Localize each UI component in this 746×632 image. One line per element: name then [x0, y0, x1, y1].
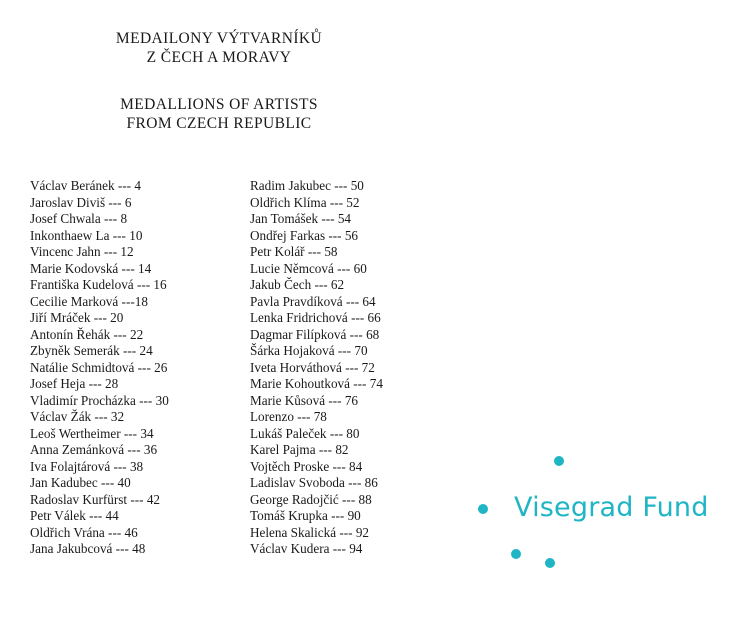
index-entry: Šárka Hojaková --- 70: [250, 343, 368, 359]
index-entry: Ladislav Svoboda --- 86: [250, 475, 378, 491]
index-entry: Marie Kohoutková --- 74: [250, 376, 383, 392]
index-entry: Lenka Fridrichová --- 66: [250, 310, 381, 326]
heading-czech-line2: Z ČECH A MORAVY: [146, 49, 292, 66]
index-entry: Jan Tomášek --- 54: [250, 211, 352, 227]
index-entry: Vojtěch Proske --- 84: [250, 458, 363, 474]
index-entry: Josef Heja --- 28: [30, 376, 119, 392]
index-entry: Zbyněk Semerák --- 24: [30, 343, 153, 359]
logo-dot-bottom-right: [545, 558, 555, 568]
heading-english-line1: MEDALLIONS OF ARTISTS: [120, 96, 318, 113]
heading-english: [0, 95, 438, 133]
index-entry: Antonín Řehák --- 22: [30, 326, 144, 342]
index-entry: Iveta Horváthová --- 72: [250, 359, 375, 375]
index-entry: Cecilie Marková ---18: [30, 293, 148, 309]
index-entry: Václav Žák --- 32: [30, 409, 125, 425]
heading-czech: [0, 29, 438, 67]
index-entry: Jaroslav Diviš --- 6: [30, 194, 132, 210]
heading-czech-line1: MEDAILONY VÝTVARNÍKŮ: [115, 30, 323, 47]
index-entry: Ondřej Farkas --- 56: [250, 227, 359, 243]
heading-english-line2: FROM CZECH REPUBLIC: [126, 115, 312, 132]
index-entry: Petr Kolář --- 58: [250, 244, 338, 260]
index-entry: Lucie Němcová --- 60: [250, 260, 367, 276]
logo-dot-top: [554, 456, 564, 466]
index-entry: Františka Kudelová --- 16: [30, 277, 167, 293]
index-entry: Helena Skalická --- 92: [250, 524, 370, 540]
index-entry: Václav Beránek --- 4: [30, 178, 141, 193]
index-entry: Jiří Mráček --- 20: [30, 310, 124, 326]
index-entry: Dagmar Filípková --- 68: [250, 326, 380, 342]
index-entry: Tomáš Krupka --- 90: [250, 508, 361, 524]
index-entry: Pavla Pravdíková --- 64: [250, 293, 376, 309]
index-entry: Jana Jakubcová --- 48: [30, 541, 146, 557]
index-entry: Lorenzo --- 78: [250, 409, 327, 425]
index-entry: Natálie Schmidtová --- 26: [30, 359, 168, 375]
index-entry: Radoslav Kurfürst --- 42: [30, 491, 161, 507]
index-entry: Karel Pajma --- 82: [250, 442, 349, 458]
index-entry: Radim Jakubec --- 50: [250, 178, 364, 193]
index-entry: Vincenc Jahn --- 12: [30, 244, 134, 260]
index-entry: Josef Chwala --- 8: [30, 211, 128, 227]
index-entry: Inkonthaew La --- 10: [30, 227, 143, 243]
index-entry: George Radojčić --- 88: [250, 491, 372, 507]
index-entry: Vladimír Procházka --- 30: [30, 392, 169, 408]
index-entry: Václav Kudera --- 94: [250, 541, 363, 557]
index-entry: Iva Folajtárová --- 38: [30, 458, 144, 474]
logo-dot-left: [478, 504, 488, 514]
index-entry: Marie Kůsová --- 76: [250, 392, 359, 408]
logo-dot-bottom-left: [511, 549, 521, 559]
index-entry: Oldřich Klíma --- 52: [250, 194, 360, 210]
index-entry: Anna Zemánková --- 36: [30, 442, 158, 458]
index-entry: Lukáš Paleček --- 80: [250, 425, 360, 441]
index-column-left: [30, 178, 169, 558]
index-entry: Petr Válek --- 44: [30, 508, 119, 524]
index-entry: Marie Kodovská --- 14: [30, 260, 152, 276]
index-entry: Jakub Čech --- 62: [250, 277, 345, 293]
index-entry: Oldřich Vrána --- 46: [30, 524, 138, 540]
index-entry: Leoš Wertheimer --- 34: [30, 425, 154, 441]
index-entry: Jan Kadubec --- 40: [30, 475, 131, 491]
index-column-right: [250, 178, 383, 558]
logo-wordmark: Visegrad Fund: [514, 492, 709, 523]
